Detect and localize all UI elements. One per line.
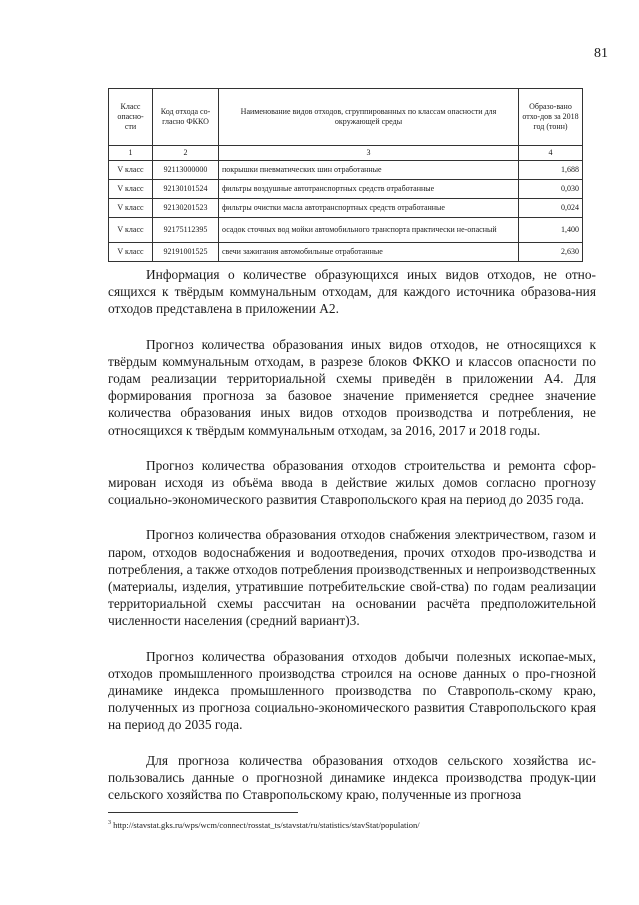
footnote-link[interactable]: http://stavstat.gks.ru/wps/wcm/connect/rosstat_ts/stavstat/ru/statistics/stavStat/population/ [113, 819, 420, 830]
waste-table [108, 88, 583, 262]
paragraph: Прогноз количества образования отходов добычи полезных ископае-мых, отходов промышленного производства строился на основе данных о про-гнозной динамике индекса промышленного производства по Ставрополь-скому краю, полученных из прогноза социально-экономического развития Ставропольского края на период до 2035 года. [108, 648, 596, 733]
table-column-numbers [109, 146, 583, 161]
cell-name: покрышки пневматических шин отработанные [219, 161, 519, 180]
cell-name: фильтры очистки масла автотранспортных средств отработанные [219, 199, 519, 218]
col-number: 1 [109, 146, 153, 161]
header-fkko-code: Код отхода со-гласно ФККО [153, 89, 219, 146]
paragraph: Прогноз количества образования отходов снабжения электричеством, газом и паром, отходов водоснабжения и водоотведения, прочих отходов про-изводства и потребления, а также отходов потребления производственных и непроизводственных (материалы, изделия, утратившие потребительские свой-ства) по годам реализации территориальной схемы рассчитан на основании расчёта предположительной численности населения (средний вариант)3. [108, 527, 596, 629]
header-amount: Образо-вано отхо-дов за 2018 год (тонн) [519, 89, 583, 146]
cell-amount: 1,688 [519, 161, 583, 180]
table-row [109, 161, 583, 180]
cell-code: 92130201523 [153, 199, 219, 218]
cell-class: V класс [109, 180, 153, 199]
col-number: 2 [153, 146, 219, 161]
cell-name: осадок сточных вод мойки автомобильного транспорта практически не-опасный [219, 218, 519, 243]
cell-amount: 0,030 [519, 180, 583, 199]
table-row [109, 180, 583, 199]
cell-name: свечи зажигания автомобильные отработанные [219, 243, 519, 262]
table-row [109, 218, 583, 243]
col-number: 4 [519, 146, 583, 161]
cell-amount: 0,024 [519, 199, 583, 218]
cell-class: V класс [109, 243, 153, 262]
cell-class: V класс [109, 218, 153, 243]
header-waste-name: Наименование видов отходов, сгруппированных по классам опасности для окружающей среды [219, 89, 519, 146]
header-hazard-class: Класс опасно-сти [109, 89, 153, 146]
col-number: 3 [219, 146, 519, 161]
footnote [108, 818, 596, 831]
paragraph: Информация о количестве образующихся иных видов отходов, не отно-сящихся к твёрдым коммунальным отходам, для каждого источника образова-ния отходов представлена в приложении А2. [108, 267, 596, 317]
footnote-mark: 3 [108, 820, 111, 826]
cell-amount: 1,400 [519, 218, 583, 243]
cell-name: фильтры воздушные автотранспортных средств отработанные [219, 180, 519, 199]
table-row [109, 199, 583, 218]
table-row [109, 243, 583, 262]
cell-code: 92175112395 [153, 218, 219, 243]
cell-code: 92130101524 [153, 180, 219, 199]
page-number: 81 [594, 46, 608, 61]
paragraph: Прогноз количества образования иных видов отходов, не относящихся к твёрдым коммунальным отходам, в разрезе блоков ФККО и классов опасности по годам реализации территориальной схемы приведён в приложении А4. Для формирования прогноза за базовое значение применяется среднее значение количества образования иных видов отходов производства и потребления, не относящихся к твёрдым коммунальным отходам, за 2016, 2017 и 2018 годы. [108, 336, 596, 438]
cell-class: V класс [109, 199, 153, 218]
cell-class: V класс [109, 161, 153, 180]
table-header-row [109, 89, 583, 146]
paragraph: Для прогноза количества образования отходов сельского хозяйства ис-пользовались данные о прогнозной динамике индекса производства продук-ции сельского хозяйства по Ставропольскому краю, полученные из прогноза [108, 752, 596, 803]
footnote-divider [108, 812, 298, 813]
cell-amount: 2,630 [519, 243, 583, 262]
paragraph: Прогноз количества образования отходов строительства и ремонта сфор-мирован исходя из объёма ввода в действие жилых домов согласно прогнозу социально-экономического развития Ставропольского края на период до 2035 года. [108, 457, 596, 508]
body-text [108, 266, 596, 821]
cell-code: 92191001525 [153, 243, 219, 262]
cell-code: 92113000000 [153, 161, 219, 180]
